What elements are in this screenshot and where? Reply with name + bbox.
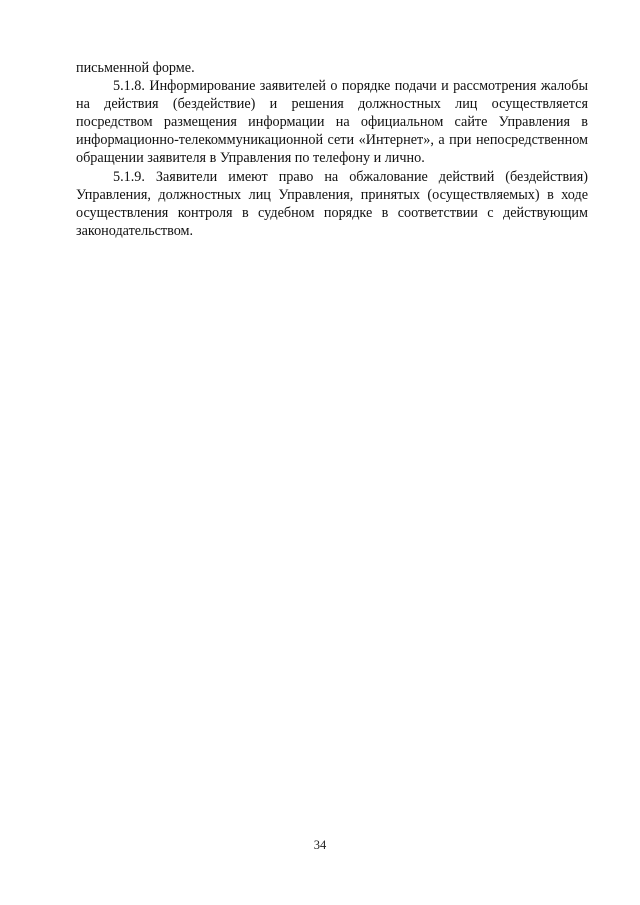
body-text bbox=[76, 59, 588, 240]
paragraph-5-1-8: 5.1.8. Информирование заявителей о порядке подачи и рассмотрения жалобы на действия (бездействие) и решения должностных лиц осуществляется посредством размещения информации на официальном сайте Управления в информационно-телекоммуникационной сети «Интернет», а при непосредственном обращении заявителя в Управления по телефону и лично. bbox=[76, 78, 588, 167]
page-number: 34 bbox=[313, 838, 327, 852]
paragraph-5-1-9: 5.1.9. Заявители имеют право на обжалование действий (бездействия) Управления, должностных лиц Управления, принятых (осуществляемых) в ходе осуществления контроля в судебном порядке в соответствии с действующим законодательством. bbox=[76, 168, 588, 239]
paragraph-continuation: письменной форме. bbox=[76, 60, 195, 76]
